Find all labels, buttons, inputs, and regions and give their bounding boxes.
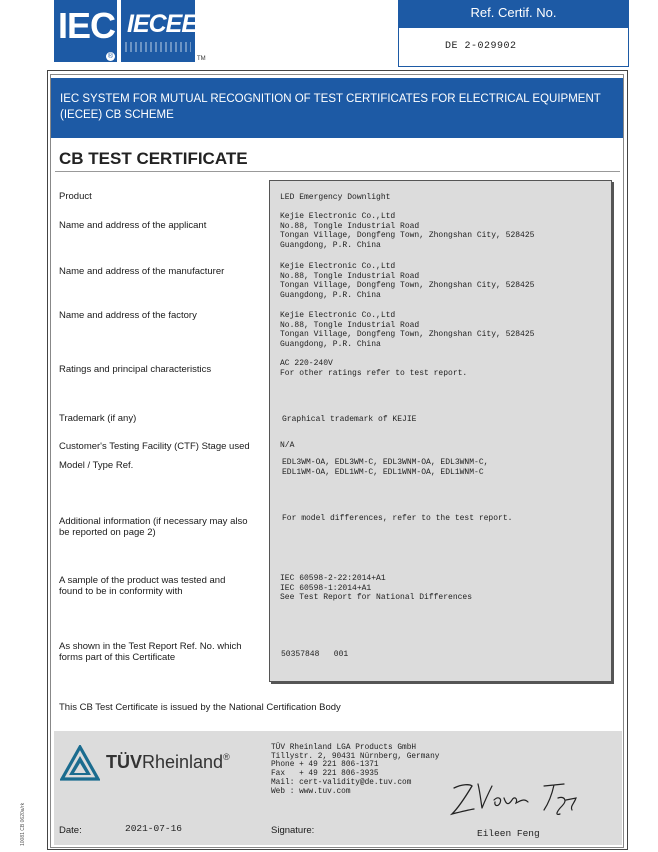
model-value: EDL3WM-OA, EDL3WM-C, EDL3WNM-OA, EDL3WNM-C, EDL1WM-OA, EDL1WM-C, EDL1WNM-OA, EDL1WNM-C <box>282 458 489 477</box>
ctf-stage-label: Customer's Testing Facility (CTF) Stage used <box>59 441 250 452</box>
factory-value: Kejie Electronic Co.,Ltd No.88, Tongle Industrial Road Tongan Village, Dongfeng Town, Zhongshan City, 528425 Guangdong, P.R. China <box>280 311 535 349</box>
certifier-address-line: Tillystr. 2, 90431 Nürnberg, Germany <box>271 752 440 761</box>
form-code: 10081 CB 0620a/rk <box>20 802 26 846</box>
manufacturer-value: Kejie Electronic Co.,Ltd No.88, Tongle Industrial Road Tongan Village, Dongfeng Town, Zhongshan City, 528425 Guangdong, P.R. China <box>280 262 535 300</box>
ref-certificate-label: Ref. Certif. No. <box>399 0 628 28</box>
date-label: Date: <box>59 825 82 836</box>
factory-label: Name and address of the factory <box>59 310 197 321</box>
certifier-email: Mail: cert-validity@de.tuv.com <box>271 778 412 787</box>
iecee-logo <box>121 0 198 62</box>
certifier-address <box>271 744 439 796</box>
manufacturer-label: Name and address of the manufacturer <box>59 266 225 277</box>
trademark-label: Trademark (if any) <box>59 413 137 424</box>
tuv-triangle-icon <box>60 745 100 781</box>
certifier-fax: Fax + 49 221 806-3935 <box>271 770 379 779</box>
applicant-label: Name and address of the applicant <box>59 220 207 231</box>
handwritten-signature <box>448 776 588 820</box>
iecee-logo-stripes <box>125 42 191 52</box>
tuv-brand-prefix: TÜV <box>106 752 142 772</box>
product-value: LED Emergency Downlight <box>280 193 391 202</box>
additional-info-value: For model differences, refer to the test report. <box>282 514 513 523</box>
iec-logo <box>54 0 117 62</box>
ref-certificate-box <box>398 0 629 67</box>
ratings-value: AC 220-240V For other ratings refer to test report. <box>280 359 468 378</box>
tuv-brand-suffix: Rheinland <box>142 752 224 772</box>
additional-info-label: Additional information (if necessary may also be reported on page 2) <box>59 516 248 538</box>
tuv-registered-mark: ® <box>223 752 230 762</box>
ref-certificate-number: DE 2-029902 <box>445 41 517 52</box>
certifier-web: Web : www.tuv.com <box>271 787 351 796</box>
report-ref-label: As shown in the Test Report Ref. No. which forms part of this Certificate <box>59 641 242 663</box>
certificate-data-panel <box>269 180 612 682</box>
scheme-banner <box>51 78 623 138</box>
signature-label: Signature: <box>271 825 315 836</box>
model-label: Model / Type Ref. <box>59 460 134 471</box>
ctf-stage-value: N/A <box>280 441 295 450</box>
certifier-phone: Phone + 49 221 806-1371 <box>271 761 379 770</box>
product-label: Product <box>59 191 92 202</box>
iecee-logo-text: IECEE <box>127 10 198 38</box>
ratings-label: Ratings and principal characteristics <box>59 364 212 375</box>
registered-mark: ® <box>107 53 114 60</box>
conformity-label: A sample of the product was tested and found to be in conformity with <box>59 575 226 597</box>
signer-name: Eileen Feng <box>477 828 540 839</box>
iec-logo-text: IEC <box>58 5 116 46</box>
applicant-value: Kejie Electronic Co.,Ltd No.88, Tongle Industrial Road Tongan Village, Dongfeng Town, Zhongshan City, 528425 Guangdong, P.R. China <box>280 212 535 250</box>
issued-by-statement: This CB Test Certificate is issued by the National Certification Body <box>59 702 341 713</box>
trademark-mark: TM <box>197 56 206 62</box>
conformity-value: IEC 60598-2-22:2014+A1 IEC 60598-1:2014+A1 See Test Report for National Differences <box>280 574 473 603</box>
certifier-address-line: TÜV Rheinland LGA Products GmbH <box>271 744 417 752</box>
report-ref-value: 50357848 001 <box>281 650 349 659</box>
issue-date: 2021-07-16 <box>125 823 183 834</box>
trademark-value: Graphical trademark of KEJIE <box>282 415 417 424</box>
tuv-rheinland-logo <box>106 752 230 773</box>
certificate-title: CB TEST CERTIFICATE <box>59 149 248 168</box>
scheme-banner-text: IEC SYSTEM FOR MUTUAL RECOGNITION OF TEST CERTIFICATES FOR ELECTRICAL EQUIPMENT (IECEE) CB SCHEME <box>60 93 601 121</box>
title-divider <box>55 171 620 172</box>
